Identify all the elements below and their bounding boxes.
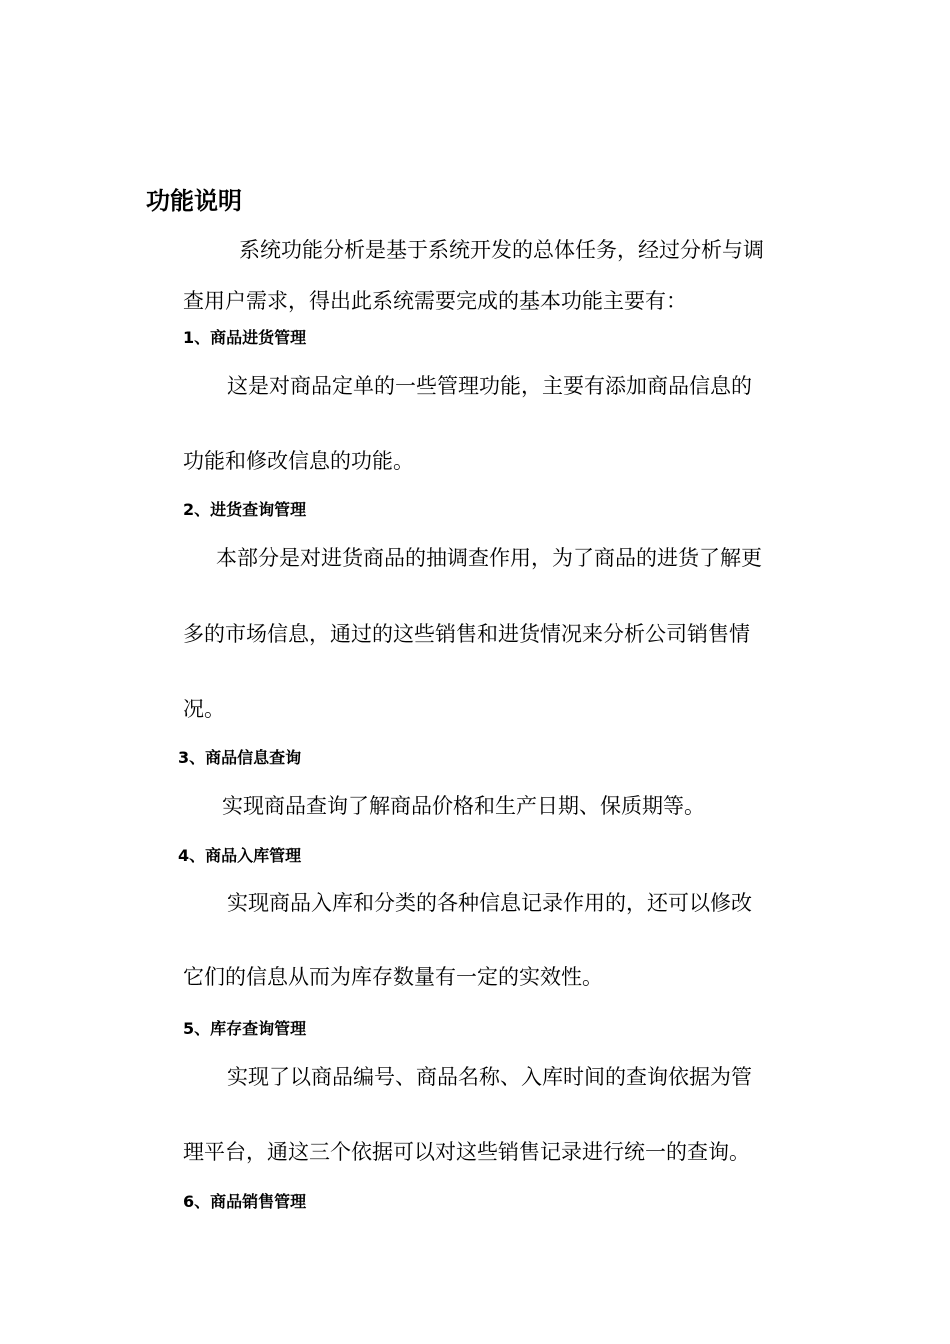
section-heading-4: 4、商品入库管理 (178, 846, 302, 865)
section-2-line-3: 况。 (183, 697, 225, 721)
section-3-line-1: 实现商品查询了解商品价格和生产日期、保质期等。 (222, 794, 705, 818)
section-2-line-2: 多的市场信息，通过的这些销售和进货情况来分析公司销售情 (183, 622, 750, 646)
section-heading-3: 3、商品信息查询 (178, 748, 302, 767)
section-heading-5: 5、库存查询管理 (183, 1019, 307, 1038)
section-heading-1: 1、商品进货管理 (183, 328, 307, 347)
intro-line-1: 系统功能分析是基于系统开发的总体任务，经过分析与调 (239, 238, 764, 262)
section-4-line-1: 实现商品入库和分类的各种信息记录作用的，还可以修改 (227, 891, 752, 915)
section-heading-2: 2、进货查询管理 (183, 500, 307, 519)
section-1-line-1: 这是对商品定单的一些管理功能，主要有添加商品信息的 (227, 374, 752, 398)
section-5-line-2: 理平台，通这三个依据可以对这些销售记录进行统一的查询。 (183, 1140, 750, 1164)
section-2-line-1: 本部分是对进货商品的抽调查作用，为了商品的进货了解更 (216, 546, 762, 570)
page-title: 功能说明 (146, 187, 242, 215)
section-1-line-2: 功能和修改信息的功能。 (183, 449, 414, 473)
section-heading-6: 6、商品销售管理 (183, 1192, 307, 1211)
section-4-line-2: 它们的信息从而为库存数量有一定的实效性。 (183, 965, 603, 989)
intro-line-2: 查用户需求，得出此系统需要完成的基本功能主要有： (183, 289, 687, 313)
section-5-line-1: 实现了以商品编号、商品名称、入库时间的查询依据为管 (227, 1065, 752, 1089)
